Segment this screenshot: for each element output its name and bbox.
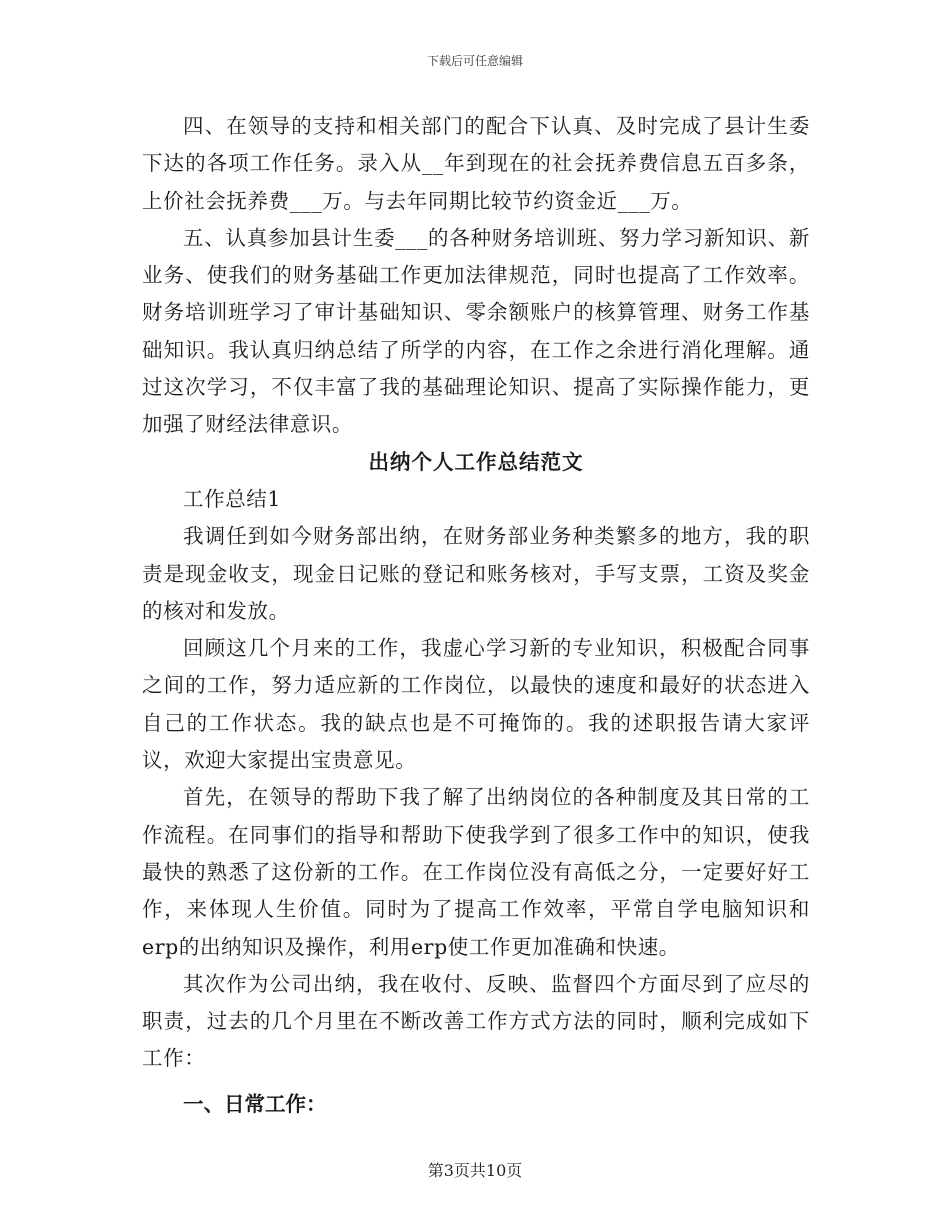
page-header: 下载后可任意编辑 (426, 54, 523, 68)
paragraph-review: 回顾这几个月来的工作，我虚心学习新的专业知识，积极配合同事之间的工作，努力适应新的工作岗位，以最快的速度和最好的状态进入自己的工作状态。我的缺点也是不可掩饰的。我的述职报告请大家评议，欢迎大家提出宝贵意见。 (142, 636, 810, 773)
section-heading-daily-work: 一、日常工作： (183, 1091, 327, 1116)
paragraph-intro: 我调任到如今财务部出纳，在财务部业务种类繁多的地方，我的职责是现金收支，现金日记账的登记和账务核对，手写支票，工资及奖金的核对和发放。 (142, 524, 810, 623)
page-number: 第3页共10页 (427, 1161, 523, 1180)
paragraph-4: 四、在领导的支持和相关部门的配合下认真、及时完成了县计生委下达的各项工作任务。录入从__年到现在的社会抚养费信息五百多条，上价社会抚养费___万。与去年同期比较节约资金近___万。 (142, 114, 810, 213)
paragraph-first: 首先，在领导的帮助下我了解了出纳岗位的各种制度及其日常的工作流程。在同事们的指导和帮助下使我学到了很多工作中的知识，使我最快的熟悉了这份新的工作。在工作岗位没有高低之分，一定要好好工作，来体现人生价值。同时为了提高工作效率，平常自学电脑知识和erp的出纳知识及操作，利用erp使工作更加准确和快速。 (142, 785, 810, 959)
document-body (142, 108, 810, 1123)
section-subtitle: 工作总结1 (183, 486, 282, 511)
paragraph-second: 其次作为公司出纳，我在收付、反映、监督四个方面尽到了应尽的职责，过去的几个月里在不断改善工作方式方法的同时，顺利完成如下工作： (142, 971, 810, 1071)
paragraph-5: 五、认真参加县计生委___的各种财务培训班、努力学习新知识、新业务、使我们的财务基础工作更加法律规范，同时也提高了工作效率。财务培训班学习了审计基础知识、零余额账户的核算管理、财务工作基础知识。我认真归纳总结了所学的内容，在工作之余进行消化理解。通过这次学习，不仅丰富了我的基础理论知识、提高了实际操作能力，更加强了财经法律意识。 (142, 225, 810, 437)
document-title: 出纳个人工作总结范文 (368, 449, 584, 474)
